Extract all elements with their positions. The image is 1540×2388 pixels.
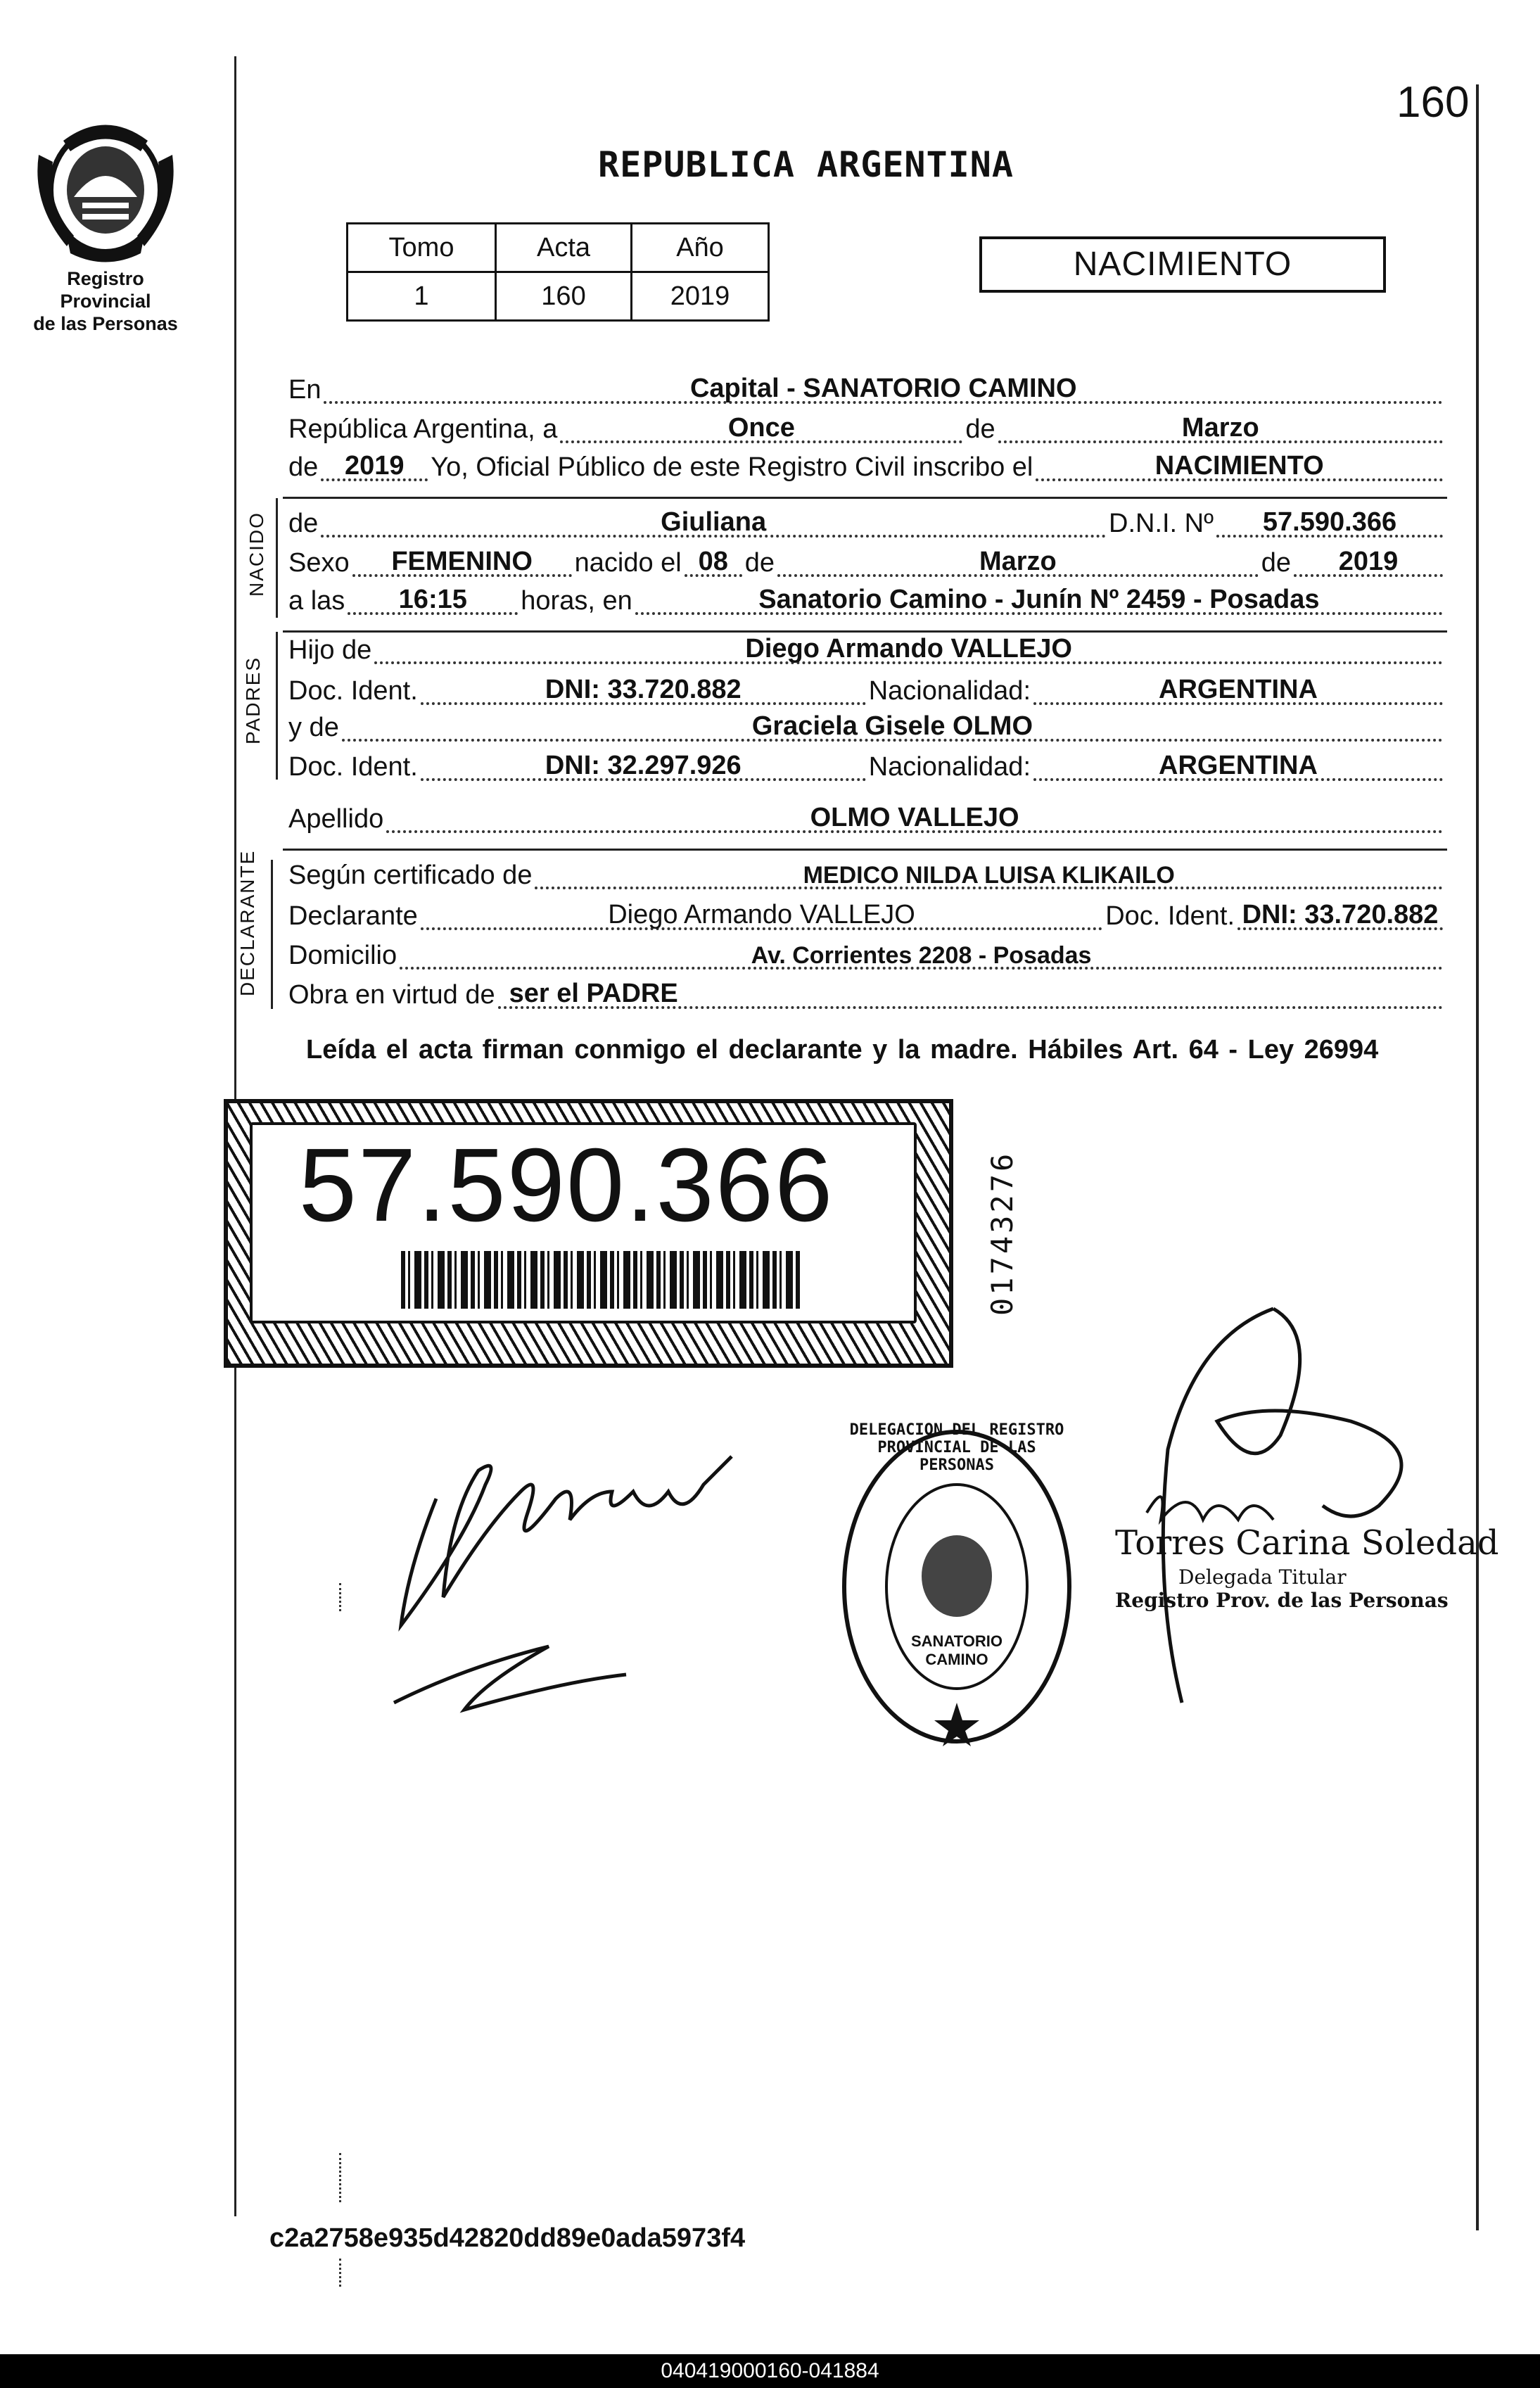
row-mother-doc: Doc. Ident. DNI: 32.297.926 Nacionalidad: ARGENTINA <box>288 749 1446 787</box>
row-nacido-name: de Giuliana D.N.I. Nº 57.590.366 <box>288 505 1446 543</box>
place-label: En <box>288 375 322 405</box>
official-role: Delegada Titular <box>1178 1565 1347 1589</box>
provincia-misiones-emblem-icon <box>25 113 186 264</box>
official-signature <box>1112 1295 1449 1731</box>
birth-place: Sanatorio Camino - Junín Nº 2459 - Posadas <box>758 585 1320 614</box>
value-acta: 160 <box>496 272 632 321</box>
seal-inner-text: SANATORIO CAMINO <box>911 1632 1003 1668</box>
closing-note: Leída el acta firman conmigo el declarante y la madre. Hábiles Art. 64 - Ley 26994 <box>306 1035 1379 1065</box>
declarante-doc: DNI: 33.720.882 <box>1242 900 1439 929</box>
birth-year: 2019 <box>1338 547 1399 576</box>
value-anio: 2019 <box>632 272 769 321</box>
act-value: NACIMIENTO <box>1154 451 1324 481</box>
obra-value: ser el PADRE <box>509 979 678 1008</box>
mother-name: Graciela Gisele OLMO <box>751 711 1033 741</box>
row-nacido-time: a las 16:15 horas, en Sanatorio Camino - Junín Nº 2459 - Posadas <box>288 583 1446 621</box>
father-name: Diego Armando VALLEJO <box>745 634 1072 663</box>
row-place <box>288 371 1446 409</box>
stamp-serial: 01743276 <box>985 1150 1019 1316</box>
value-tomo: 1 <box>348 272 496 321</box>
mother-nationality: ARGENTINA <box>1159 751 1318 780</box>
row-father-doc: Doc. Ident. DNI: 33.720.882 Nacionalidad: ARGENTINA <box>288 673 1446 711</box>
row-nacido-sex: Sexo FEMENINO nacido el 08 de Marzo de 2019 <box>288 545 1446 583</box>
barcode <box>401 1251 802 1309</box>
row-declarante: Declarante Diego Armando VALLEJO Doc. Ident. DNI: 33.720.882 <box>288 898 1446 936</box>
domicilio-value: Av. Corrientes 2208 - Posadas <box>751 942 1092 969</box>
footer-code: 040419000160-041884 <box>0 2354 1540 2388</box>
child-dni: 57.590.366 <box>1262 507 1397 537</box>
seal-text: DELEGACION DEL REGISTRO PROVINCIAL DE LAS PERSONAS <box>849 1421 1064 1474</box>
logo-caption-1: Registro Provincial <box>60 268 151 312</box>
section-padres: PADRES <box>242 656 264 744</box>
date-month: Marzo <box>1181 413 1259 443</box>
cert-value: MEDICO NILDA LUISA KLIKAILO <box>803 862 1175 889</box>
row-father: Hijo de Diego Armando VALLEJO <box>288 632 1446 670</box>
row-domicilio: Domicilio Av. Corrientes 2208 - Posadas <box>288 937 1446 975</box>
page-number: 160 <box>1396 78 1470 127</box>
misiones-logo <box>21 113 190 335</box>
place-value: Capital - SANATORIO CAMINO <box>689 374 1077 403</box>
header-acta: Acta <box>496 224 632 272</box>
father-nationality: ARGENTINA <box>1159 675 1318 704</box>
row-obra: Obra en virtud de ser el PADRE <box>288 977 1446 1015</box>
row-year <box>288 449 1446 487</box>
row-apellido: Apellido OLMO VALLEJO <box>288 801 1446 839</box>
date-sep: de <box>965 414 995 444</box>
record-table <box>346 222 770 322</box>
header-tomo: Tomo <box>348 224 496 272</box>
year-label: de <box>288 452 319 482</box>
birth-month: Marzo <box>979 547 1057 576</box>
birth-day: 08 <box>698 547 728 576</box>
official-name: Torres Carina Soledad <box>1115 1523 1499 1563</box>
date-label: República Argentina, a <box>288 414 558 444</box>
mother-doc: DNI: 32.297.926 <box>545 751 742 780</box>
stamp-number: 57.590.366 <box>298 1127 834 1243</box>
right-margin-line <box>1476 84 1479 2230</box>
header-anio: Año <box>632 224 769 272</box>
row-cert: Según certificado de MEDICO NILDA LUISA KLIKAILO <box>288 857 1446 895</box>
section-nacido: NACIDO <box>246 512 267 597</box>
father-doc: DNI: 33.720.882 <box>545 675 742 704</box>
child-sex: FEMENINO <box>391 547 533 576</box>
official-office: Registro Prov. de las Personas <box>1115 1589 1449 1612</box>
declarante-name: Diego Armando VALLEJO <box>608 900 915 929</box>
document-hash: c2a2758e935d42820dd89e0ada5973f4 <box>269 2223 746 2253</box>
record-table-value-row <box>348 272 769 321</box>
official-seal <box>837 1421 1076 1752</box>
surname-value: OLMO VALLEJO <box>810 803 1019 832</box>
logo-caption-2: de las Personas <box>33 313 178 334</box>
child-name: Giuliana <box>661 507 767 537</box>
year-text: Yo, Oficial Público de este Registro Civil inscribo el <box>431 452 1033 482</box>
document-title: REPUBLICA ARGENTINA <box>598 144 1014 185</box>
birth-time: 16:15 <box>398 585 467 614</box>
row-mother: y de Graciela Gisele OLMO <box>288 709 1446 747</box>
record-table-header-row <box>348 224 769 272</box>
year-value: 2019 <box>345 451 405 481</box>
declarante-signature <box>380 1414 816 1745</box>
date-day: Once <box>727 413 795 443</box>
row-date <box>288 411 1446 449</box>
section-declarante: DECLARANTE <box>236 849 258 996</box>
record-type-box: NACIMIENTO <box>979 236 1386 293</box>
